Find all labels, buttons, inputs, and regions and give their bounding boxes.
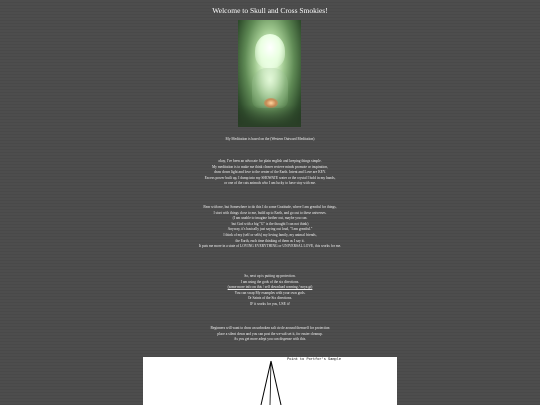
intro-line: My Meditation is based on the (Western Outward Meditation) <box>225 137 315 141</box>
info-link[interactable]: (some more info on this / self download warning / noyz.gt) <box>227 285 313 290</box>
text-line: Bear with me, but Somewhere to do this I do some Gratitude, where I am greatful for things, <box>203 205 337 209</box>
text-line: draw down light and love to the center of the Earth. Intent and Love are KEY. <box>214 170 326 175</box>
text-line: or one of the cats animals who I am lucky to have stay with me. <box>224 181 316 186</box>
page-title: Welcome to Skull and Cross Smokies! <box>212 6 328 15</box>
text-line: Or Saints of the Six directions. <box>247 296 293 301</box>
text-line: the Earth, each time thinking of them as I say it. <box>235 238 305 243</box>
photo-shadow <box>238 105 301 127</box>
text-line: So, next up is putting up protection. <box>244 274 296 278</box>
text-line: As you get more adept you can dispense with this. <box>233 337 307 342</box>
intro-block <box>0 137 540 143</box>
paragraph-gratitude-intro <box>0 159 540 187</box>
paragraph-gratitude <box>0 205 540 250</box>
paragraph-protection <box>0 274 540 308</box>
text-line: okay, I've been an advocate for plain english and keeping things simple. <box>218 159 322 163</box>
text-line: I start with things close to me, build up to Earth, and go out to these universes. <box>213 210 327 215</box>
text-line: I am using the gods of the six directions. <box>240 279 300 284</box>
diagram-line-right <box>271 361 281 405</box>
text-line: Beginners will want to draw an unbroken salt circle around themself for protection <box>210 326 330 330</box>
text-line: It puts me more in a state of LOVING EVERYTHING or UNIVERSAL LOVE, this works for me. <box>198 244 342 249</box>
skull-glow <box>255 34 285 68</box>
text-line: place a silent down and you can post the we-salt set it, for easier cleanup. <box>217 331 323 336</box>
diagram-line-center <box>270 361 271 405</box>
diagram-panel <box>143 357 397 405</box>
text-line: Anyway, it's basically just saying out loud, "I am greatful." <box>227 227 313 232</box>
text-line: but God with a big "G" is the thought I can not think) <box>231 221 309 226</box>
text-line: (I am unable to imagine farther out, maybe you can. <box>232 216 308 221</box>
pyramid-diagram <box>143 357 397 405</box>
text-line: Excess power built up, I dump into my SHOWATE water or the crystal I hold in my hands, <box>204 175 336 180</box>
text-line: You can swap My examples with your own gods. <box>234 290 306 295</box>
diagram-caption: Point to Portfor's Sample <box>287 358 341 362</box>
paragraph-salt-circle <box>0 326 540 343</box>
text-line: I think of my (self or selfs) my loving family, my animal friends, <box>223 232 317 237</box>
text-line: My meditation is to make me think clearer recieve minds promote or inspiration, <box>211 164 329 169</box>
skull-smoke-photo <box>238 20 301 127</box>
text-line: IF it works for you, USE it! <box>250 301 290 306</box>
diagram-line-left <box>261 361 271 405</box>
